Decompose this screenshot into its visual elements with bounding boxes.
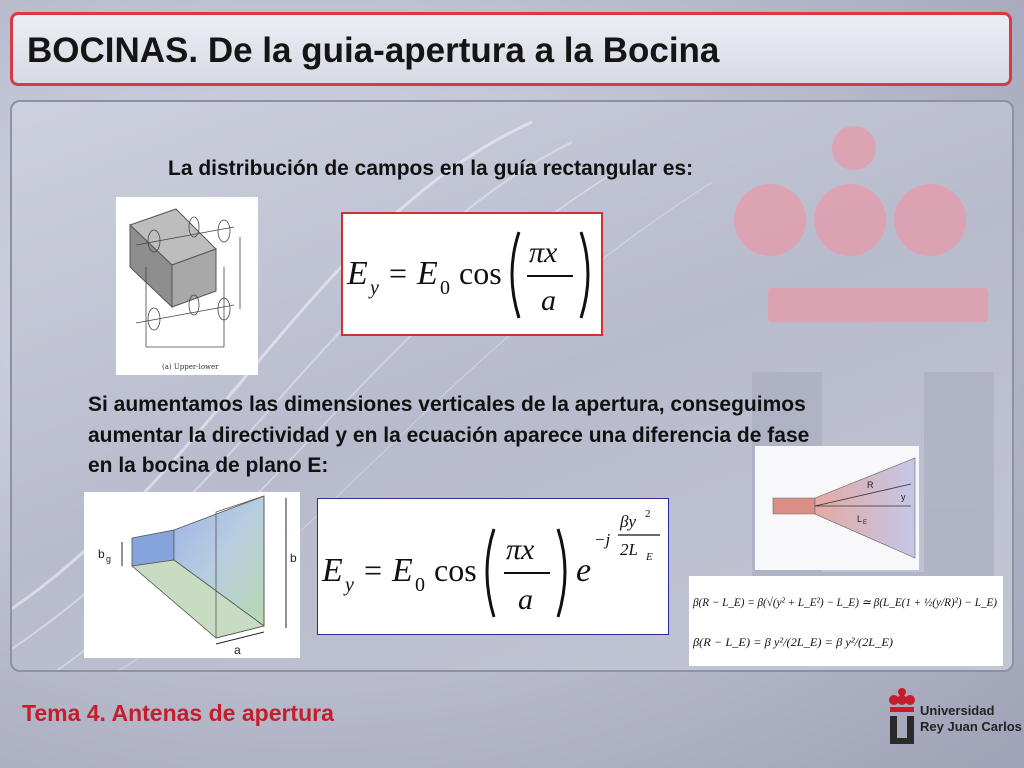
eq2-exp-denominator-sub: E — [646, 551, 653, 563]
equation-1-box — [341, 212, 603, 336]
horn-label-bg: b — [98, 547, 105, 561]
paragraph-line: aumentar la directividad y en la ecuación aparece una diferencia de fase — [88, 423, 810, 447]
eq1-lhs: E — [347, 255, 368, 292]
horn-side-view-figure — [755, 446, 919, 570]
eq2-equals: = — [364, 552, 383, 588]
waveguide-figure — [116, 197, 258, 375]
paragraph — [88, 390, 809, 482]
footer-topic: Tema 4. Antenas de apertura — [22, 700, 334, 726]
eq2-exp-base: e — [576, 552, 592, 589]
eq2-exp-sign: −j — [594, 530, 611, 549]
side-label-R: R — [867, 480, 874, 490]
eq1-numerator: πx — [529, 236, 558, 269]
paragraph-line: Si aumentamos las dimensiones verticales de la apertura, conseguimos — [88, 393, 806, 416]
eq2-amp: E — [392, 552, 413, 589]
logo-text-line1: Universidad — [920, 703, 995, 718]
phase-eq-row-2: β(R − L_E) = β y²/(2L_E) = β y²/(2L_E) — [691, 635, 893, 649]
e-plane-horn-figure — [84, 492, 300, 658]
eq2-exp-denominator: 2L — [620, 540, 638, 559]
eq2-exp-numerator-sup: 2 — [645, 508, 651, 520]
eq2-amp-sub: 0 — [415, 574, 425, 596]
phase-eq-row-1: β(R − L_E) = β(√(y² + L_E²) − L_E) ≃ β(L_E(1 + ½(y/R)²) − L_E) — [692, 595, 997, 609]
side-label-LE: L — [857, 514, 863, 524]
eq1-lhs-sub: y — [370, 277, 379, 299]
eq1-equals: = — [389, 255, 408, 291]
logo-text-line2: Rey Juan Carlos — [920, 719, 1022, 734]
university-logo — [886, 686, 1022, 764]
subtitle-text: La distribución de campos en la guía rectangular es: — [168, 157, 694, 180]
eq2-exp-numerator: βy — [620, 512, 637, 531]
paragraph-line: en la bocina de plano E: — [88, 454, 329, 477]
crown-emblem-icon — [886, 686, 918, 756]
eq1-denominator: a — [541, 284, 556, 317]
side-label-LE-sub: E — [863, 520, 868, 526]
slide-title: BOCINAS. De la guia-apertura a la Bocina — [27, 31, 720, 70]
eq2-lhs: E — [322, 552, 343, 589]
horn-label-bg-sub: g — [106, 554, 112, 564]
equation-2-box — [317, 498, 669, 635]
eq1-amp: E — [417, 255, 438, 292]
title-bar — [10, 12, 1012, 86]
horn-label-a: a — [234, 643, 241, 657]
eq2-lhs-sub: y — [345, 574, 354, 596]
eq1-amp-sub: 0 — [440, 277, 450, 299]
eq2-denominator: a — [518, 583, 533, 616]
phase-difference-equations — [689, 576, 1003, 666]
eq2-numerator: πx — [506, 533, 535, 566]
side-label-y: y — [901, 492, 906, 502]
horn-label-b: b — [290, 551, 297, 565]
waveguide-caption: (a) Upper-lower — [162, 363, 219, 371]
eq1-cos: cos — [459, 255, 502, 291]
eq2-cos: cos — [434, 552, 477, 588]
